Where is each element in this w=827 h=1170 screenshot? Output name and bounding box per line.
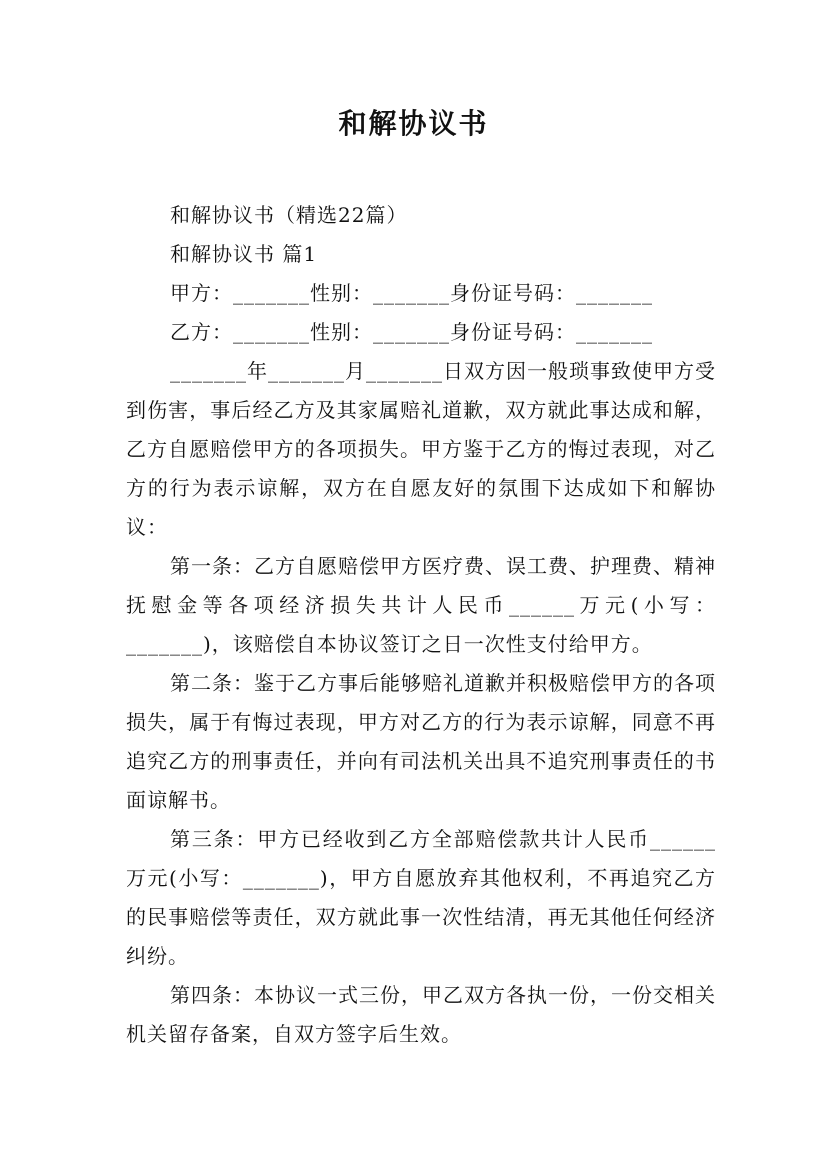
paragraph-article-3: 第三条：甲方已经收到乙方全部赔偿款共计人民币______万元(小写：_______)，甲方自愿放弃其他权利，不再追究乙方的民事赔偿等责任，双方就此事一次性结清，再无其他任何经济纠纷。 (126, 827, 716, 968)
paragraph-subtitle: 和解协议书（精选22篇） (170, 203, 408, 227)
paragraph-preamble: _______年_______月_______日双方因一般琐事致使甲方受到伤害，事后经乙方及其家属赔礼道歉，双方就此事达成和解，乙方自愿赔偿甲方的各项损失。甲方鉴于乙方的悔过表现，对乙方的行为表示谅解，双方在自愿友好的氛围下达成如下和解协议： (126, 359, 716, 539)
paragraph-article-2: 第二条：鉴于乙方事后能够赔礼道歉并积极赔偿甲方的各项损失，属于有悔过表现，甲方对乙方的行为表示谅解，同意不再追究乙方的刑事责任，并向有司法机关出具不追究刑事责任的书面谅解书。 (126, 671, 716, 812)
paragraph-article-1: 第一条：乙方自愿赔偿甲方医疗费、误工费、护理费、精神抚慰金等各项经济损失共计人民币______万元(小写：_______)，该赔偿自本协议签订之日一次性支付给甲方。 (126, 554, 716, 656)
paragraph-article-4: 第四条：本协议一式三份，甲乙双方各执一份，一份交相关机关留存备案，自双方签字后生效。 (126, 983, 716, 1046)
paragraph-section-heading: 和解协议书 篇1 (170, 242, 318, 266)
document-title: 和解协议书 (338, 107, 489, 140)
paragraph-party-a: 甲方：_______性别：_______身份证号码：_______ (170, 281, 653, 305)
document-body (126, 196, 716, 1054)
paragraph-party-b: 乙方：_______性别：_______身份证号码：_______ (170, 320, 653, 344)
